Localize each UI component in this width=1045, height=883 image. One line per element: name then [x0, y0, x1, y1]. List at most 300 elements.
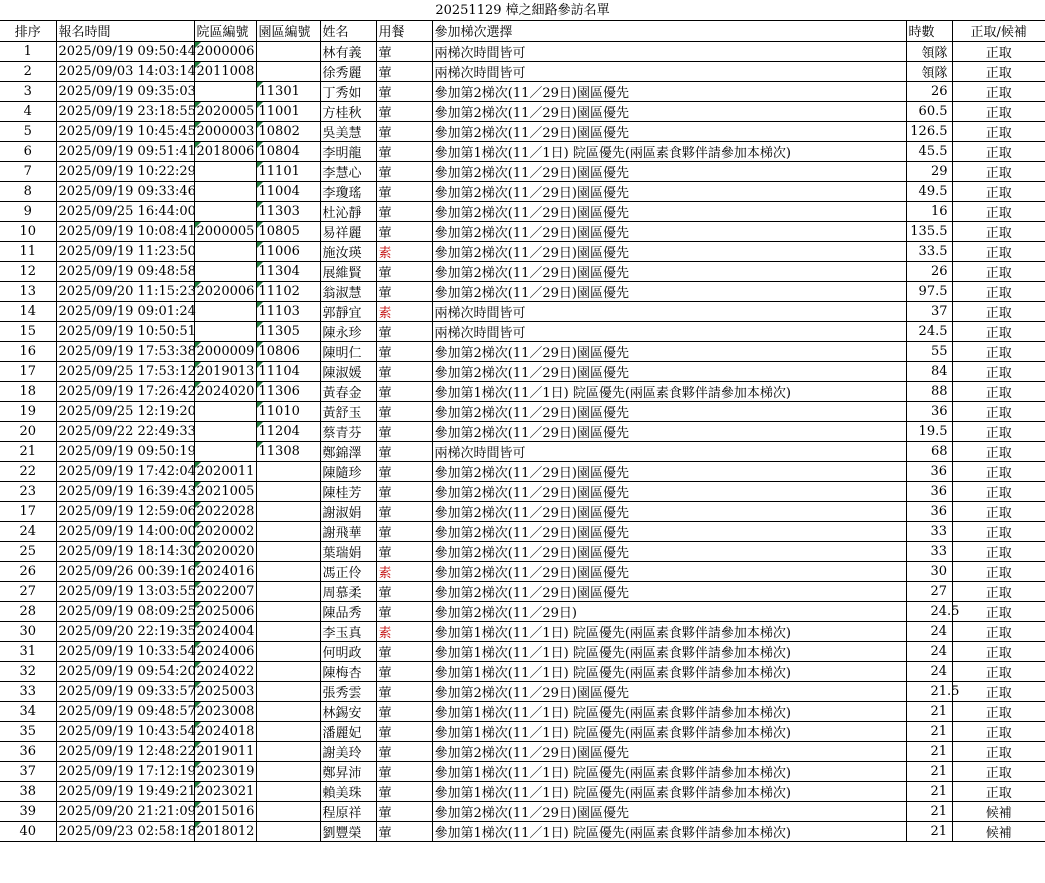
- campus-id-cell[interactable]: 2000005: [194, 221, 256, 241]
- session-choice-cell[interactable]: 參加第2梯次(11／29日)園區優先: [432, 741, 906, 761]
- park-id-cell[interactable]: 11004: [256, 181, 320, 201]
- meal-cell[interactable]: 葷: [376, 421, 432, 441]
- meal-cell[interactable]: 葷: [376, 601, 432, 621]
- status-cell[interactable]: 正取: [952, 441, 1045, 461]
- meal-cell[interactable]: 葷: [376, 321, 432, 341]
- name-cell[interactable]: 賴美珠: [320, 781, 376, 801]
- signup-time-cell[interactable]: 2025/09/19 09:48:57: [56, 701, 194, 721]
- status-cell[interactable]: 正取: [952, 581, 1045, 601]
- signup-time-cell[interactable]: 2025/09/19 10:33:54: [56, 641, 194, 661]
- session-choice-cell[interactable]: 參加第2梯次(11／29日): [432, 601, 906, 621]
- campus-id-cell[interactable]: 2024004: [194, 621, 256, 641]
- campus-id-cell[interactable]: 2021005: [194, 481, 256, 501]
- hours-cell[interactable]: 97.5: [906, 281, 952, 301]
- park-id-cell[interactable]: 10806: [256, 341, 320, 361]
- hours-cell[interactable]: 126.5: [906, 121, 952, 141]
- signup-time-cell[interactable]: 2025/09/19 10:45:45: [56, 121, 194, 141]
- session-choice-cell[interactable]: 參加第1梯次(11／1日) 院區優先(兩區素食夥伴請參加本梯次): [432, 821, 906, 841]
- row-number-cell[interactable]: 14: [0, 301, 56, 321]
- hours-cell[interactable]: 領隊: [906, 61, 952, 81]
- status-cell[interactable]: 正取: [952, 721, 1045, 741]
- campus-id-cell[interactable]: 2024020: [194, 381, 256, 401]
- signup-time-cell[interactable]: 2025/09/19 13:03:55: [56, 581, 194, 601]
- session-choice-cell[interactable]: 參加第2梯次(11／29日)園區優先: [432, 101, 906, 121]
- name-cell[interactable]: 馮正伶: [320, 561, 376, 581]
- meal-cell[interactable]: 葷: [376, 541, 432, 561]
- row-number-cell[interactable]: 32: [0, 661, 56, 681]
- meal-cell[interactable]: 葷: [376, 821, 432, 841]
- meal-cell[interactable]: 葷: [376, 501, 432, 521]
- name-cell[interactable]: 陳梅杏: [320, 661, 376, 681]
- hours-cell[interactable]: 26: [906, 261, 952, 281]
- hours-cell[interactable]: 60.5: [906, 101, 952, 121]
- row-number-cell[interactable]: 30: [0, 621, 56, 641]
- campus-id-cell[interactable]: [194, 421, 256, 441]
- name-cell[interactable]: 程原祥: [320, 801, 376, 821]
- status-cell[interactable]: 正取: [952, 321, 1045, 341]
- status-cell[interactable]: 正取: [952, 561, 1045, 581]
- row-number-cell[interactable]: 7: [0, 161, 56, 181]
- row-number-cell[interactable]: 19: [0, 401, 56, 421]
- session-choice-cell[interactable]: 參加第2梯次(11／29日)園區優先: [432, 521, 906, 541]
- meal-cell[interactable]: 葷: [376, 361, 432, 381]
- campus-id-cell[interactable]: 2025003: [194, 681, 256, 701]
- campus-id-cell[interactable]: [194, 181, 256, 201]
- row-number-cell[interactable]: 33: [0, 681, 56, 701]
- status-cell[interactable]: 正取: [952, 181, 1045, 201]
- park-id-cell[interactable]: 11308: [256, 441, 320, 461]
- name-cell[interactable]: 陳淑媛: [320, 361, 376, 381]
- meal-cell[interactable]: 葷: [376, 701, 432, 721]
- signup-time-cell[interactable]: 2025/09/19 18:14:30: [56, 541, 194, 561]
- campus-id-cell[interactable]: 2024006: [194, 641, 256, 661]
- hours-cell[interactable]: 21.5: [906, 681, 952, 701]
- signup-time-cell[interactable]: 2025/09/19 10:22:29: [56, 161, 194, 181]
- signup-time-cell[interactable]: 2025/09/25 16:44:00: [56, 201, 194, 221]
- hours-cell[interactable]: 30: [906, 561, 952, 581]
- name-cell[interactable]: 劉豐榮: [320, 821, 376, 841]
- park-id-cell[interactable]: 11104: [256, 361, 320, 381]
- name-cell[interactable]: 周慕柔: [320, 581, 376, 601]
- meal-cell[interactable]: 葷: [376, 161, 432, 181]
- session-choice-cell[interactable]: 參加第1梯次(11／1日) 院區優先(兩區素食夥伴請參加本梯次): [432, 381, 906, 401]
- park-id-cell[interactable]: [256, 801, 320, 821]
- campus-id-cell[interactable]: [194, 241, 256, 261]
- session-choice-cell[interactable]: 參加第2梯次(11／29日)園區優先: [432, 801, 906, 821]
- name-cell[interactable]: 陳明仁: [320, 341, 376, 361]
- meal-cell[interactable]: 葷: [376, 201, 432, 221]
- park-id-cell[interactable]: 11304: [256, 261, 320, 281]
- status-cell[interactable]: 正取: [952, 301, 1045, 321]
- row-number-cell[interactable]: 13: [0, 281, 56, 301]
- session-choice-cell[interactable]: 參加第1梯次(11／1日) 院區優先(兩區素食夥伴請參加本梯次): [432, 781, 906, 801]
- campus-id-cell[interactable]: 2019011: [194, 741, 256, 761]
- hours-cell[interactable]: 領隊: [906, 41, 952, 61]
- signup-time-cell[interactable]: 2025/09/19 11:23:50: [56, 241, 194, 261]
- signup-time-cell[interactable]: 2025/09/25 12:19:20: [56, 401, 194, 421]
- name-cell[interactable]: 鄭昇沛: [320, 761, 376, 781]
- name-cell[interactable]: 何明政: [320, 641, 376, 661]
- hours-cell[interactable]: 45.5: [906, 141, 952, 161]
- row-number-cell[interactable]: 9: [0, 201, 56, 221]
- meal-cell[interactable]: 葷: [376, 441, 432, 461]
- row-number-cell[interactable]: 10: [0, 221, 56, 241]
- campus-id-cell[interactable]: 2020020: [194, 541, 256, 561]
- campus-id-cell[interactable]: 2000006: [194, 41, 256, 61]
- meal-cell[interactable]: 葷: [376, 221, 432, 241]
- row-number-cell[interactable]: 3: [0, 81, 56, 101]
- campus-id-cell[interactable]: [194, 301, 256, 321]
- hours-cell[interactable]: 33: [906, 521, 952, 541]
- name-cell[interactable]: 林錫安: [320, 701, 376, 721]
- status-cell[interactable]: 正取: [952, 401, 1045, 421]
- session-choice-cell[interactable]: 參加第2梯次(11／29日)園區優先: [432, 681, 906, 701]
- meal-cell[interactable]: 葷: [376, 281, 432, 301]
- campus-id-cell[interactable]: 2024022: [194, 661, 256, 681]
- row-number-cell[interactable]: 11: [0, 241, 56, 261]
- park-id-cell[interactable]: 11306: [256, 381, 320, 401]
- park-id-cell[interactable]: 11301: [256, 81, 320, 101]
- meal-cell[interactable]: 葷: [376, 181, 432, 201]
- session-choice-cell[interactable]: 參加第2梯次(11／29日)園區優先: [432, 361, 906, 381]
- session-choice-cell[interactable]: 參加第2梯次(11／29日)園區優先: [432, 161, 906, 181]
- row-number-cell[interactable]: 4: [0, 101, 56, 121]
- hours-cell[interactable]: 21: [906, 761, 952, 781]
- status-cell[interactable]: 正取: [952, 541, 1045, 561]
- signup-time-cell[interactable]: 2025/09/19 16:39:43: [56, 481, 194, 501]
- name-cell[interactable]: 謝美玲: [320, 741, 376, 761]
- session-choice-cell[interactable]: 兩梯次時間皆可: [432, 61, 906, 81]
- session-choice-cell[interactable]: 參加第2梯次(11／29日)園區優先: [432, 421, 906, 441]
- status-cell[interactable]: 正取: [952, 101, 1045, 121]
- row-number-cell[interactable]: 18: [0, 381, 56, 401]
- status-cell[interactable]: 正取: [952, 481, 1045, 501]
- session-choice-cell[interactable]: 參加第2梯次(11／29日)園區優先: [432, 181, 906, 201]
- campus-id-cell[interactable]: 2018012: [194, 821, 256, 841]
- name-cell[interactable]: 施汝瑛: [320, 241, 376, 261]
- status-cell[interactable]: 候補: [952, 821, 1045, 841]
- row-number-cell[interactable]: 22: [0, 461, 56, 481]
- signup-time-cell[interactable]: 2025/09/25 17:53:12: [56, 361, 194, 381]
- hours-cell[interactable]: 37: [906, 301, 952, 321]
- campus-id-cell[interactable]: [194, 441, 256, 461]
- header-cell[interactable]: 報名時間: [56, 21, 194, 41]
- campus-id-cell[interactable]: 2022007: [194, 581, 256, 601]
- header-cell[interactable]: 用餐: [376, 21, 432, 41]
- row-number-cell[interactable]: 17: [0, 501, 56, 521]
- row-number-cell[interactable]: 16: [0, 341, 56, 361]
- session-choice-cell[interactable]: 參加第2梯次(11／29日)園區優先: [432, 561, 906, 581]
- park-id-cell[interactable]: 11102: [256, 281, 320, 301]
- status-cell[interactable]: 正取: [952, 361, 1045, 381]
- row-number-cell[interactable]: 38: [0, 781, 56, 801]
- meal-cell[interactable]: 素: [376, 561, 432, 581]
- session-choice-cell[interactable]: 參加第2梯次(11／29日)園區優先: [432, 481, 906, 501]
- campus-id-cell[interactable]: 2020011: [194, 461, 256, 481]
- signup-time-cell[interactable]: 2025/09/19 10:43:54: [56, 721, 194, 741]
- hours-cell[interactable]: 24.5: [906, 601, 952, 621]
- row-number-cell[interactable]: 27: [0, 581, 56, 601]
- row-number-cell[interactable]: 23: [0, 481, 56, 501]
- meal-cell[interactable]: 葷: [376, 681, 432, 701]
- signup-time-cell[interactable]: 2025/09/19 09:54:20: [56, 661, 194, 681]
- header-cell[interactable]: 園區編號: [256, 21, 320, 41]
- header-cell[interactable]: 院區編號: [194, 21, 256, 41]
- session-choice-cell[interactable]: 參加第1梯次(11／1日) 院區優先(兩區素食夥伴請參加本梯次): [432, 141, 906, 161]
- signup-time-cell[interactable]: 2025/09/19 23:18:55: [56, 101, 194, 121]
- status-cell[interactable]: 候補: [952, 801, 1045, 821]
- session-choice-cell[interactable]: 參加第2梯次(11／29日)園區優先: [432, 81, 906, 101]
- meal-cell[interactable]: 葷: [376, 741, 432, 761]
- header-cell[interactable]: 正取/候補: [952, 21, 1045, 41]
- campus-id-cell[interactable]: 2019013: [194, 361, 256, 381]
- row-number-cell[interactable]: 20: [0, 421, 56, 441]
- meal-cell[interactable]: 葷: [376, 661, 432, 681]
- name-cell[interactable]: 蔡青芬: [320, 421, 376, 441]
- hours-cell[interactable]: 88: [906, 381, 952, 401]
- session-choice-cell[interactable]: 兩梯次時間皆可: [432, 321, 906, 341]
- name-cell[interactable]: 易祥麗: [320, 221, 376, 241]
- row-number-cell[interactable]: 15: [0, 321, 56, 341]
- session-choice-cell[interactable]: 參加第2梯次(11／29日)園區優先: [432, 261, 906, 281]
- campus-id-cell[interactable]: 2024016: [194, 561, 256, 581]
- campus-id-cell[interactable]: 2015016: [194, 801, 256, 821]
- session-choice-cell[interactable]: 參加第2梯次(11／29日)園區優先: [432, 121, 906, 141]
- status-cell[interactable]: 正取: [952, 701, 1045, 721]
- campus-id-cell[interactable]: [194, 261, 256, 281]
- park-id-cell[interactable]: [256, 41, 320, 61]
- name-cell[interactable]: 翁淑慧: [320, 281, 376, 301]
- status-cell[interactable]: 正取: [952, 221, 1045, 241]
- row-number-cell[interactable]: 5: [0, 121, 56, 141]
- hours-cell[interactable]: 84: [906, 361, 952, 381]
- park-id-cell[interactable]: [256, 641, 320, 661]
- meal-cell[interactable]: 葷: [376, 101, 432, 121]
- park-id-cell[interactable]: [256, 481, 320, 501]
- row-number-cell[interactable]: 8: [0, 181, 56, 201]
- status-cell[interactable]: 正取: [952, 281, 1045, 301]
- name-cell[interactable]: 方桂秋: [320, 101, 376, 121]
- signup-time-cell[interactable]: 2025/09/19 17:12:19: [56, 761, 194, 781]
- session-choice-cell[interactable]: 參加第1梯次(11／1日) 院區優先(兩區素食夥伴請參加本梯次): [432, 621, 906, 641]
- row-number-cell[interactable]: 25: [0, 541, 56, 561]
- session-choice-cell[interactable]: 參加第2梯次(11／29日)園區優先: [432, 201, 906, 221]
- session-choice-cell[interactable]: 參加第2梯次(11／29日)園區優先: [432, 461, 906, 481]
- name-cell[interactable]: 謝飛華: [320, 521, 376, 541]
- campus-id-cell[interactable]: 2023021: [194, 781, 256, 801]
- hours-cell[interactable]: 36: [906, 501, 952, 521]
- session-choice-cell[interactable]: 參加第1梯次(11／1日) 院區優先(兩區素食夥伴請參加本梯次): [432, 761, 906, 781]
- session-choice-cell[interactable]: 兩梯次時間皆可: [432, 301, 906, 321]
- signup-time-cell[interactable]: 2025/09/19 09:50:19: [56, 441, 194, 461]
- session-choice-cell[interactable]: 兩梯次時間皆可: [432, 41, 906, 61]
- hours-cell[interactable]: 135.5: [906, 221, 952, 241]
- meal-cell[interactable]: 葷: [376, 581, 432, 601]
- hours-cell[interactable]: 36: [906, 401, 952, 421]
- status-cell[interactable]: 正取: [952, 781, 1045, 801]
- campus-id-cell[interactable]: 2000009: [194, 341, 256, 361]
- name-cell[interactable]: 李玉真: [320, 621, 376, 641]
- park-id-cell[interactable]: [256, 561, 320, 581]
- status-cell[interactable]: 正取: [952, 641, 1045, 661]
- meal-cell[interactable]: 葷: [376, 81, 432, 101]
- signup-time-cell[interactable]: 2025/09/22 22:49:33: [56, 421, 194, 441]
- campus-id-cell[interactable]: 2020005: [194, 101, 256, 121]
- campus-id-cell[interactable]: 2000003: [194, 121, 256, 141]
- row-number-cell[interactable]: 12: [0, 261, 56, 281]
- park-id-cell[interactable]: 11204: [256, 421, 320, 441]
- campus-id-cell[interactable]: [194, 201, 256, 221]
- hours-cell[interactable]: 29: [906, 161, 952, 181]
- hours-cell[interactable]: 55: [906, 341, 952, 361]
- park-id-cell[interactable]: [256, 601, 320, 621]
- park-id-cell[interactable]: 10805: [256, 221, 320, 241]
- row-number-cell[interactable]: 34: [0, 701, 56, 721]
- hours-cell[interactable]: 27: [906, 581, 952, 601]
- signup-time-cell[interactable]: 2025/09/03 14:03:14: [56, 61, 194, 81]
- session-choice-cell[interactable]: 參加第1梯次(11／1日) 院區優先(兩區素食夥伴請參加本梯次): [432, 641, 906, 661]
- session-choice-cell[interactable]: 參加第2梯次(11／29日)園區優先: [432, 401, 906, 421]
- park-id-cell[interactable]: [256, 621, 320, 641]
- park-id-cell[interactable]: [256, 61, 320, 81]
- park-id-cell[interactable]: 11103: [256, 301, 320, 321]
- park-id-cell[interactable]: [256, 721, 320, 741]
- campus-id-cell[interactable]: 2020002: [194, 521, 256, 541]
- name-cell[interactable]: 徐秀麗: [320, 61, 376, 81]
- meal-cell[interactable]: 素: [376, 621, 432, 641]
- name-cell[interactable]: 黃舒玉: [320, 401, 376, 421]
- status-cell[interactable]: 正取: [952, 501, 1045, 521]
- status-cell[interactable]: 正取: [952, 741, 1045, 761]
- hours-cell[interactable]: 21: [906, 721, 952, 741]
- status-cell[interactable]: 正取: [952, 121, 1045, 141]
- hours-cell[interactable]: 24: [906, 661, 952, 681]
- signup-time-cell[interactable]: 2025/09/19 17:42:04: [56, 461, 194, 481]
- signup-time-cell[interactable]: 2025/09/19 12:59:06: [56, 501, 194, 521]
- meal-cell[interactable]: 葷: [376, 721, 432, 741]
- name-cell[interactable]: 鄭錦澤: [320, 441, 376, 461]
- hours-cell[interactable]: 24.5: [906, 321, 952, 341]
- hours-cell[interactable]: 24: [906, 641, 952, 661]
- header-cell[interactable]: 排序: [0, 21, 56, 41]
- park-id-cell[interactable]: [256, 461, 320, 481]
- row-number-cell[interactable]: 26: [0, 561, 56, 581]
- row-number-cell[interactable]: 39: [0, 801, 56, 821]
- row-number-cell[interactable]: 35: [0, 721, 56, 741]
- signup-time-cell[interactable]: 2025/09/20 11:15:23: [56, 281, 194, 301]
- row-number-cell[interactable]: 31: [0, 641, 56, 661]
- hours-cell[interactable]: 33.5: [906, 241, 952, 261]
- campus-id-cell[interactable]: [194, 401, 256, 421]
- header-cell[interactable]: 參加梯次選擇: [432, 21, 906, 41]
- signup-time-cell[interactable]: 2025/09/19 19:49:21: [56, 781, 194, 801]
- hours-cell[interactable]: 24: [906, 621, 952, 641]
- signup-time-cell[interactable]: 2025/09/20 21:21:09: [56, 801, 194, 821]
- park-id-cell[interactable]: [256, 741, 320, 761]
- hours-cell[interactable]: 49.5: [906, 181, 952, 201]
- park-id-cell[interactable]: 11010: [256, 401, 320, 421]
- row-number-cell[interactable]: 37: [0, 761, 56, 781]
- signup-time-cell[interactable]: 2025/09/19 17:26:42: [56, 381, 194, 401]
- hours-cell[interactable]: 19.5: [906, 421, 952, 441]
- row-number-cell[interactable]: 28: [0, 601, 56, 621]
- signup-time-cell[interactable]: 2025/09/19 08:09:25: [56, 601, 194, 621]
- session-choice-cell[interactable]: 兩梯次時間皆可: [432, 441, 906, 461]
- signup-time-cell[interactable]: 2025/09/19 09:33:46: [56, 181, 194, 201]
- status-cell[interactable]: 正取: [952, 521, 1045, 541]
- session-choice-cell[interactable]: 參加第2梯次(11／29日)園區優先: [432, 221, 906, 241]
- name-cell[interactable]: 李明龍: [320, 141, 376, 161]
- meal-cell[interactable]: 素: [376, 301, 432, 321]
- status-cell[interactable]: 正取: [952, 421, 1045, 441]
- meal-cell[interactable]: 葷: [376, 801, 432, 821]
- campus-id-cell[interactable]: 2025006: [194, 601, 256, 621]
- session-choice-cell[interactable]: 參加第2梯次(11／29日)園區優先: [432, 541, 906, 561]
- campus-id-cell[interactable]: [194, 321, 256, 341]
- park-id-cell[interactable]: [256, 661, 320, 681]
- hours-cell[interactable]: 33: [906, 541, 952, 561]
- status-cell[interactable]: 正取: [952, 161, 1045, 181]
- campus-id-cell[interactable]: 2020006: [194, 281, 256, 301]
- status-cell[interactable]: 正取: [952, 41, 1045, 61]
- meal-cell[interactable]: 葷: [376, 341, 432, 361]
- signup-time-cell[interactable]: 2025/09/19 09:01:24: [56, 301, 194, 321]
- hours-cell[interactable]: 26: [906, 81, 952, 101]
- meal-cell[interactable]: 葷: [376, 121, 432, 141]
- signup-time-cell[interactable]: 2025/09/19 09:35:03: [56, 81, 194, 101]
- signup-time-cell[interactable]: 2025/09/19 09:50:44: [56, 41, 194, 61]
- name-cell[interactable]: 李瓊瑤: [320, 181, 376, 201]
- name-cell[interactable]: 張秀雲: [320, 681, 376, 701]
- park-id-cell[interactable]: [256, 501, 320, 521]
- session-choice-cell[interactable]: 參加第1梯次(11／1日) 院區優先(兩區素食夥伴請參加本梯次): [432, 721, 906, 741]
- name-cell[interactable]: 郭靜宜: [320, 301, 376, 321]
- row-number-cell[interactable]: 17: [0, 361, 56, 381]
- signup-time-cell[interactable]: 2025/09/19 09:33:57: [56, 681, 194, 701]
- park-id-cell[interactable]: 11303: [256, 201, 320, 221]
- park-id-cell[interactable]: [256, 581, 320, 601]
- status-cell[interactable]: 正取: [952, 81, 1045, 101]
- meal-cell[interactable]: 葷: [376, 521, 432, 541]
- meal-cell[interactable]: 葷: [376, 641, 432, 661]
- park-id-cell[interactable]: [256, 821, 320, 841]
- hours-cell[interactable]: 21: [906, 781, 952, 801]
- row-number-cell[interactable]: 40: [0, 821, 56, 841]
- meal-cell[interactable]: 素: [376, 241, 432, 261]
- park-id-cell[interactable]: 11101: [256, 161, 320, 181]
- hours-cell[interactable]: 21: [906, 741, 952, 761]
- row-number-cell[interactable]: 1: [0, 41, 56, 61]
- status-cell[interactable]: 正取: [952, 621, 1045, 641]
- park-id-cell[interactable]: 11305: [256, 321, 320, 341]
- session-choice-cell[interactable]: 參加第1梯次(11／1日) 院區優先(兩區素食夥伴請參加本梯次): [432, 661, 906, 681]
- park-id-cell[interactable]: [256, 781, 320, 801]
- row-number-cell[interactable]: 6: [0, 141, 56, 161]
- meal-cell[interactable]: 葷: [376, 261, 432, 281]
- name-cell[interactable]: 陳永珍: [320, 321, 376, 341]
- meal-cell[interactable]: 葷: [376, 381, 432, 401]
- hours-cell[interactable]: 21: [906, 801, 952, 821]
- hours-cell[interactable]: 68: [906, 441, 952, 461]
- hours-cell[interactable]: 36: [906, 461, 952, 481]
- campus-id-cell[interactable]: [194, 161, 256, 181]
- session-choice-cell[interactable]: 參加第2梯次(11／29日)園區優先: [432, 581, 906, 601]
- campus-id-cell[interactable]: 2011008: [194, 61, 256, 81]
- name-cell[interactable]: 潘麗妃: [320, 721, 376, 741]
- name-cell[interactable]: 林有義: [320, 41, 376, 61]
- name-cell[interactable]: 杜沁靜: [320, 201, 376, 221]
- name-cell[interactable]: 黃春金: [320, 381, 376, 401]
